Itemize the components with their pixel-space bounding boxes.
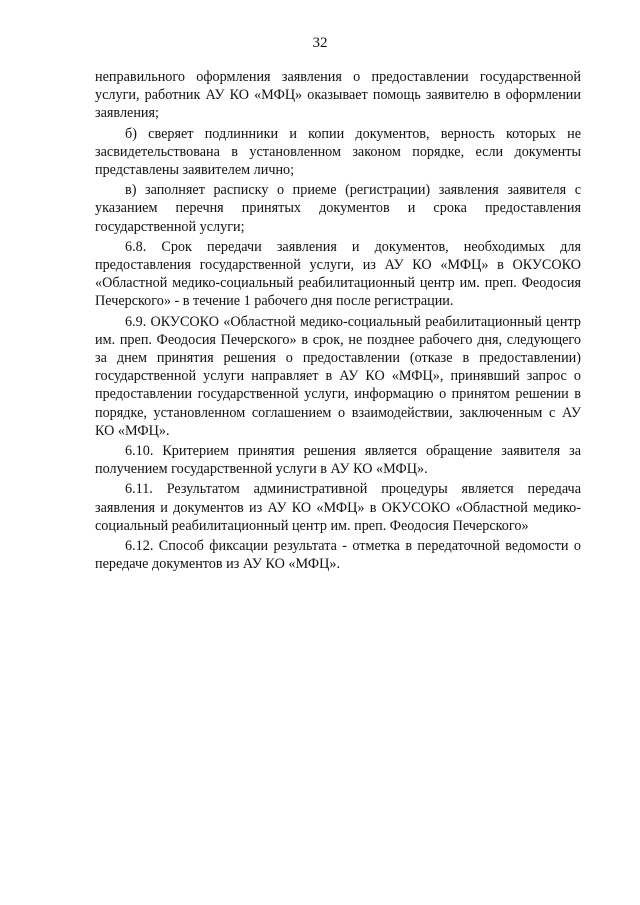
paragraph-continuation: неправильного оформления заявления о предоставлении государственной услуги, работник АУ КО «МФЦ» оказывает помощь заявителю в оформлении заявления;: [95, 69, 581, 122]
paragraph-item-v: в) заполняет расписку о приеме (регистрации) заявления заявителя с указанием перечня принятых документов и срока предоставления государственной услуги;: [95, 182, 581, 235]
paragraph-6-8: 6.8. Срок передачи заявления и документов, необходимых для предоставления государственной услуги, из АУ КО «МФЦ» в ОКУСОКО «Областной медико-социальный реабилитационный центр им. преп. Феодосия Печерского» - в течение 1 рабочего дня после регистрации.: [95, 238, 581, 310]
document-body: [95, 68, 581, 573]
paragraph-6-12: 6.12. Способ фиксации результата - отметка в передаточной ведомости о передаче документов из АУ КО «МФЦ».: [95, 538, 581, 573]
page-number: 32: [312, 35, 328, 51]
paragraph-6-9: 6.9. ОКУСОКО «Областной медико-социальный реабилитационный центр им. преп. Феодосия Печерского» в срок, не позднее рабочего дня, следующего за днем принятия решения о предоставлении (отказе в предоставлении) государственной услуги направляет в АУ КО «МФЦ», принявший запрос о предоставлении государственной услуги, информацию о принятом решении в порядке, установленном соглашением о взаимодействии, заключенным с АУ КО «МФЦ».: [95, 313, 581, 439]
paragraph-item-b: б) сверяет подлинники и копии документов, верность которых не засвидетельствована в установленном законом порядке, если документы представлены заявителем лично;: [95, 125, 581, 179]
paragraph-6-10: 6.10. Критерием принятия решения является обращение заявителя за получением государственной услуги в АУ КО «МФЦ».: [95, 443, 581, 478]
paragraph-6-11: 6.11. Результатом административной процедуры является передача заявления и документов из АУ КО «МФЦ» в ОКУСОКО «Областной медико-социальный реабилитационный центр им. преп. Феодосия Печерского»: [95, 481, 581, 534]
